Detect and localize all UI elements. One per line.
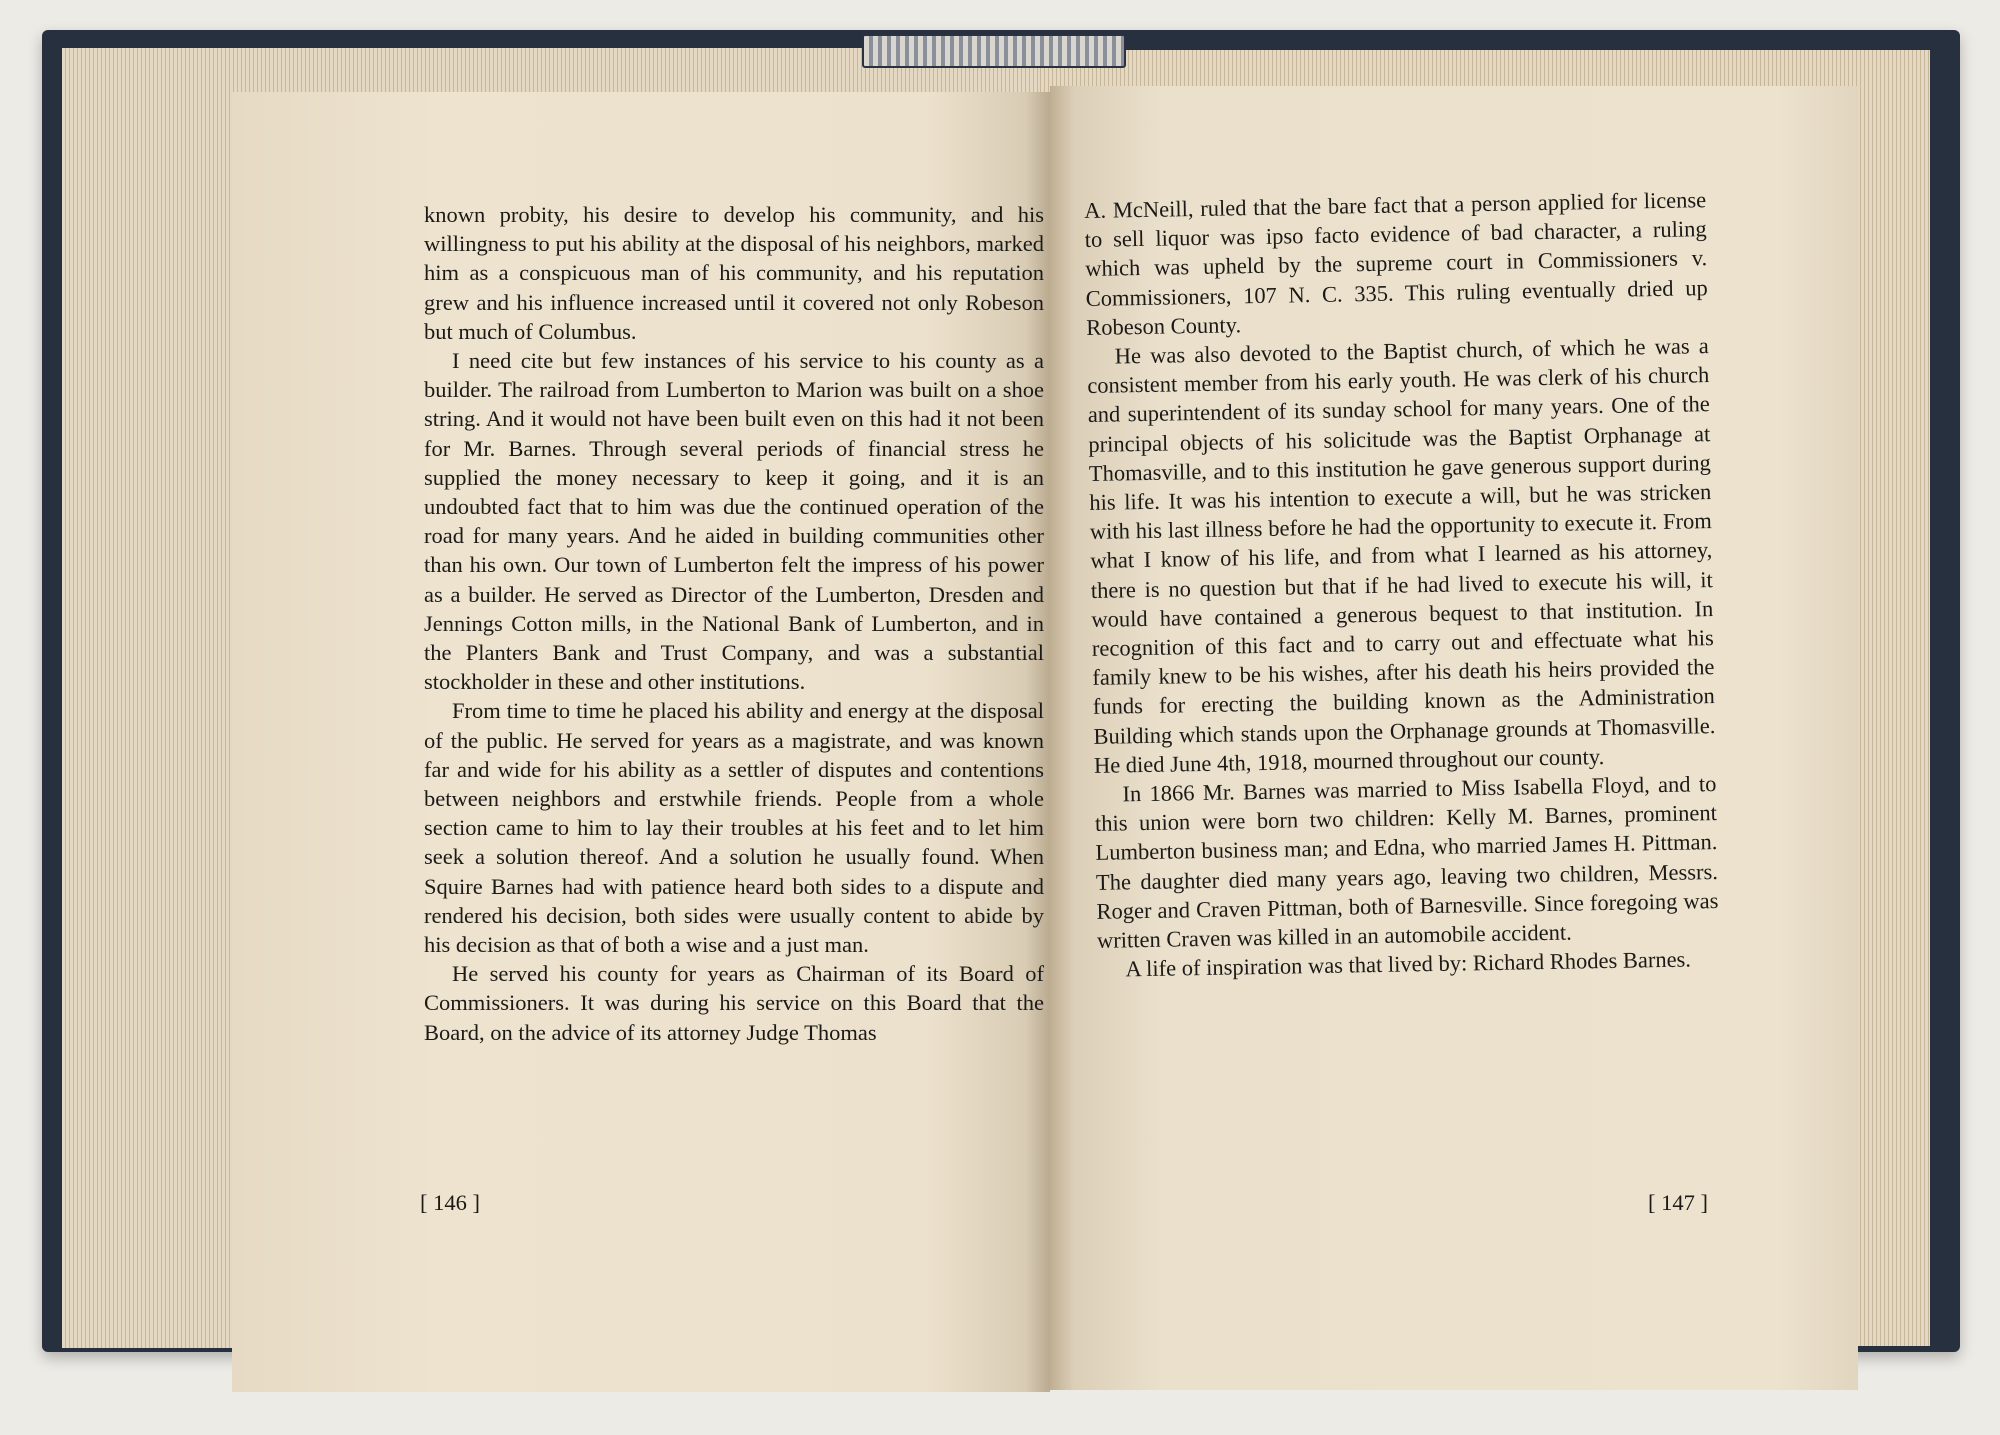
- left-page-text: [424, 200, 1044, 1047]
- spine-headband: [862, 34, 1126, 68]
- paragraph: From time to time he placed his ability and energy at the disposal of the public. He served for years as a magistrate, and was known far and wide for his ability as a settler of disputes and contentions between neighbors and erstwhile friends. People from a whole section came to him to lay their troubles at his feet and to let him seek a solution thereof. And a solution he usually found. When Squire Barnes had with patience heard both sides to a dispute and rendered his decision, both sides were usually content to abide by his decision as that of both a wise and a just man.: [424, 698, 1044, 958]
- paragraph: In 1866 Mr. Barnes was married to Miss Isabella Floyd, and to this union were born two children: Kelly M. Barnes, prominent Lumberton business man; and Edna, who married James H. Pittman. The daughter died many years ago, leaving two children, Messrs. Roger and Craven Pittman, both of Barnesville. Since foregoing was written Craven was killed in an automobile accident.: [1094, 771, 1719, 953]
- paragraph: He was also devoted to the Baptist church, of which he was a consistent member from his early youth. He was clerk of his church and superintendent of its sunday school for many years. One of the principal objects of his solicitude was the Baptist Orphanage at Thomasville, and to this institution he gave generous support during his life. It was his intention to execute a will, but he was stricken with his last illness before he had the opportunity to execute it. From what I know of his life, and from what I learned as his attorney, there is no question but that if he had lived to execute his will, it would have contained a generous bequest to that institution. In recognition of this fact and to carry out and effectuate what his family knew to be his wishes, after his death his heirs provided the funds for erecting the building known as the Administration Building which stands upon the Orphanage grounds at Thomasville. He died June 4th, 1918, mourned throughout our county.: [1087, 333, 1716, 778]
- page-number-right: [ 147 ]: [1648, 1190, 1708, 1215]
- page-number-left: [ 146 ]: [420, 1190, 480, 1215]
- paragraph: A. McNeill, ruled that the bare fact that a person applied for license to sell liquor was ipso facto evidence of bad character, a ruling which was upheld by the supreme court in Commissioners v. Commissioners, 107 N. C. 335. This ruling eventually dried up Robeson County.: [1084, 187, 1708, 340]
- paragraph: He served his county for years as Chairman of its Board of Commissioners. It was during his service on this Board that the Board, on the advice of its attorney Judge Thomas: [424, 961, 1044, 1045]
- right-page-text: [1084, 185, 1720, 984]
- paragraph: A life of inspiration was that lived by: Richard Rhodes Barnes.: [1125, 946, 1692, 982]
- paragraph: known probity, his desire to develop his community, and his willingness to put his ability at the disposal of his neighbors, marked him as a conspicuous man of his community, and his reputation grew and his influence increased until it covered not only Robeson but much of Columbus.: [424, 202, 1044, 344]
- paragraph: I need cite but few instances of his service to his county as a builder. The railroad from Lumberton to Marion was built on a shoe string. And it would not have been built even on this had it not been for Mr. Barnes. Through several periods of financial stress he supplied the money necessary to keep it going, and it is an undoubted fact that to him was due the continued operation of the road for many years. And he aided in building communities other than his own. Our town of Lumberton felt the impress of his power as a builder. He served as Director of the Lumberton, Dresden and Jennings Cotton mills, in the National Bank of Lumberton, and in the Planters Bank and Trust Company, and was a substantial stockholder in these and other institutions.: [424, 348, 1044, 695]
